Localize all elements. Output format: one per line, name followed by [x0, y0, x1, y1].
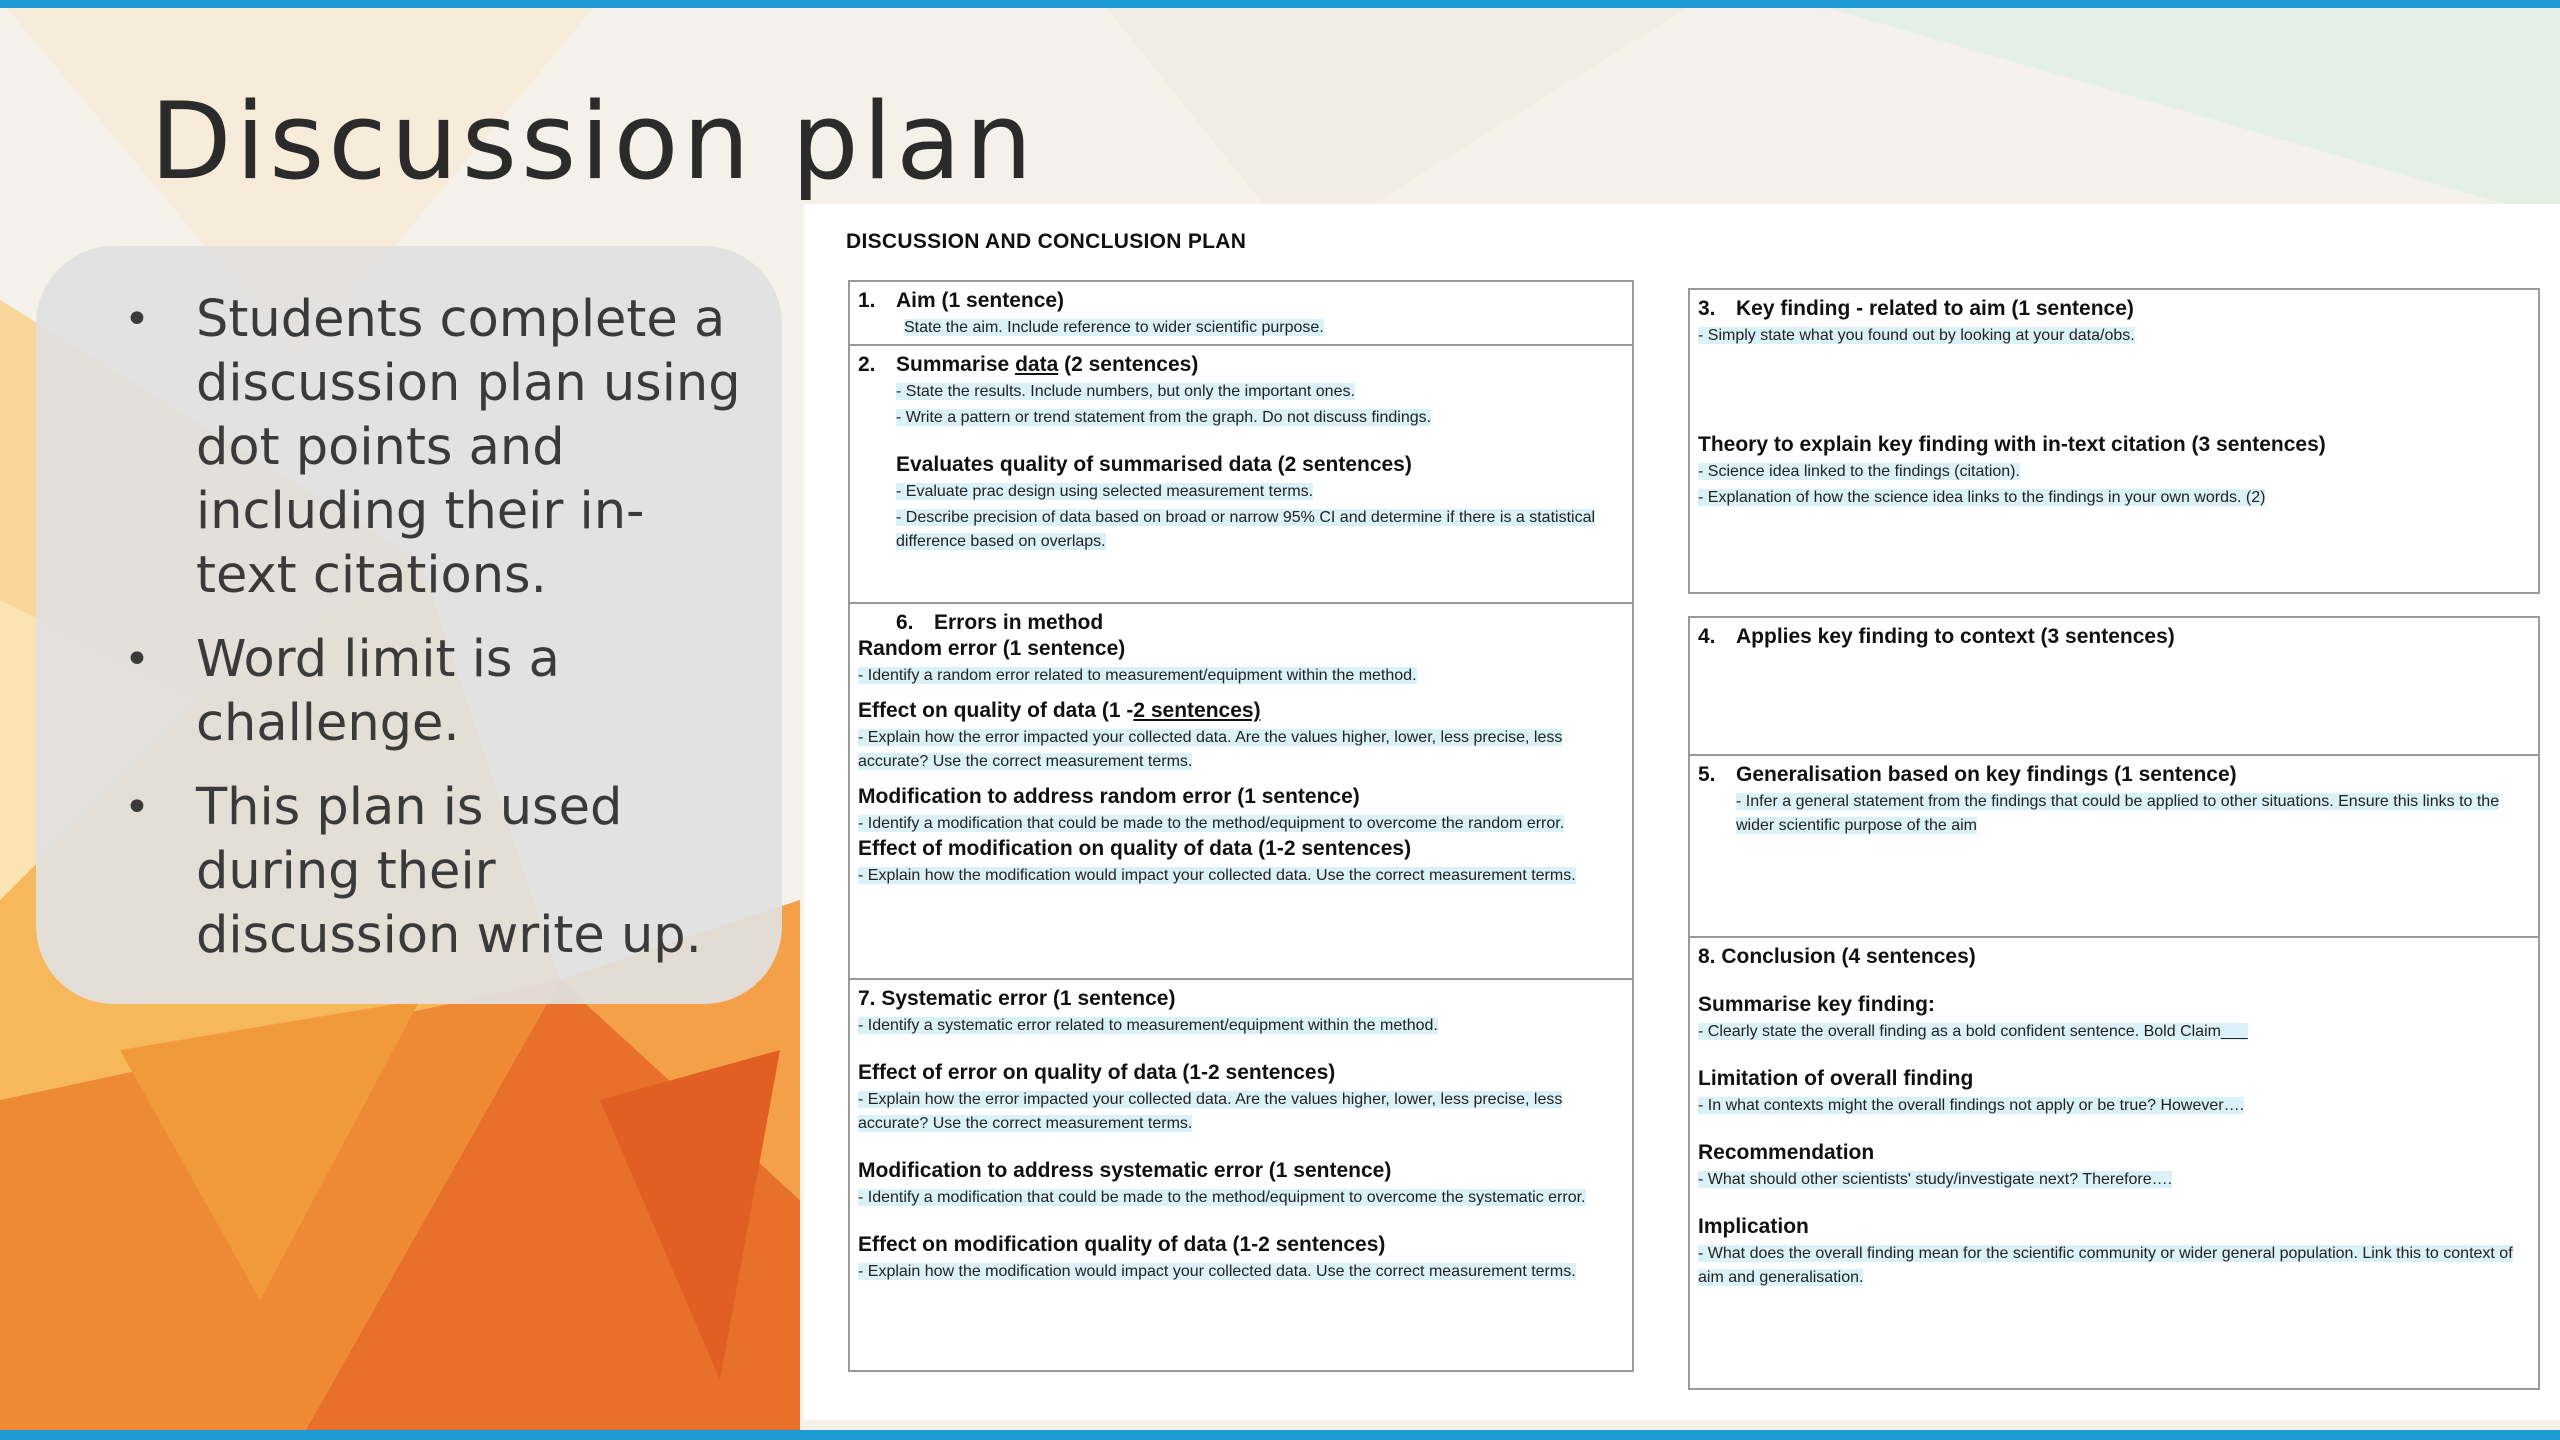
bottom-accent-stripe — [0, 1430, 2560, 1440]
generalisation-box: 5. Generalisation based on key findings (1 sentence) - Infer a general statement from the findings that could be applied to other situations. Ensure this links to the wider scientific purpose of the aim — [1688, 756, 2540, 938]
bullet-list — [96, 288, 742, 968]
aim-heading: Aim (1 sentence) — [896, 289, 1065, 312]
bullet-dot-icon: • — [124, 294, 150, 345]
bullet-dot-icon: • — [124, 782, 150, 833]
key-finding-box: 3. Key finding - related to aim (1 sentence) - Simply state what you found out by looking at your data/obs. Theory to explain key finding with in-text citation (3 sentences) - Science idea linked to the findings (citation). - Explanation of how the science idea links to the findings in your own words. (2) — [1688, 288, 2540, 594]
systematic-error-box: 7. Systematic error (1 sentence) - Identify a systematic error related to measurement/equipment within the method. Effect of error on quality of data (1-2 sentences) - Explain how the error impacted your collected data. Are the values higher, lower, less precise, less accurate? Use the correct measurement terms. Modification to address systematic error (1 sentence) - Identify a modification that could be made to the method/equipment to overcome the systematic error. Effect on modification quality of data (1-2 sentences) - Explain how the modification would impact your collected data. Use the correct measurement terms. — [848, 980, 1634, 1372]
bullet-panel — [36, 246, 782, 1004]
summarise-data-box: 2. Summarise data (2 sentences) - State the results. Include numbers, but only the important ones. - Write a pattern or trend statement from the graph. Do not discuss findings. Evaluates quality of summarised data (2 sentences) - Evaluate prac design using selected measurement terms. - Describe precision of data based on broad or narrow 95% CI and determine if there is a statistical difference based on overlaps. — [848, 346, 1634, 604]
top-accent-stripe — [0, 0, 2560, 8]
slide-title: Discussion plan — [150, 80, 1037, 203]
quality-heading: Evaluates quality of summarised data (2 sentences) — [896, 453, 1412, 476]
conclusion-box: 8. Conclusion (4 sentences) Summarise key finding: - Clearly state the overall finding as a bold confident sentence. Bold Claim___ Limitation of overall finding - In what contexts might the overall findings not apply or be true? However…. Recommendation - What should other scientists' study/investigate next? Therefore…. Implication - What does the overall finding mean for the scientific community or wider general population. Link this to context of aim and generalisation. — [1688, 938, 2540, 1390]
errors-in-method-box: 6. Errors in method Random error (1 sentence) - Identify a random error related to measurement/equipment within the method. Effect on quality of data (1 -2 sentences) - Explain how the error impacted your collected data. Are the values higher, lower, less precise, less accurate? Use the correct measurement terms. Modification to address random error (1 sentence) - Identify a modification that could be made to the method/equipment to overcome the random error. Effect of modification on quality of data (1-2 sentences) - Explain how the modification would impact your collected data. Use the correct measurement terms. — [848, 604, 1634, 980]
bullet-item: • Students complete a discussion plan using dot points and including their in-text citations. — [124, 290, 741, 605]
context-box: 4. Applies key finding to context (3 sentences) — [1688, 616, 2540, 756]
aim-box: 1. Aim (1 sentence) State the aim. Include reference to wider scientific purpose. — [848, 280, 1634, 346]
document-title: DISCUSSION AND CONCLUSION PLAN — [846, 230, 1247, 253]
bullet-dot-icon: • — [124, 634, 150, 685]
bullet-item: • This plan is used during their discussion write up. — [124, 778, 702, 965]
bullet-item: • Word limit is a challenge. — [124, 630, 560, 753]
aim-line: State the aim. Include reference to wider scientific purpose. — [904, 319, 1324, 336]
discussion-plan-document — [804, 204, 2560, 1420]
